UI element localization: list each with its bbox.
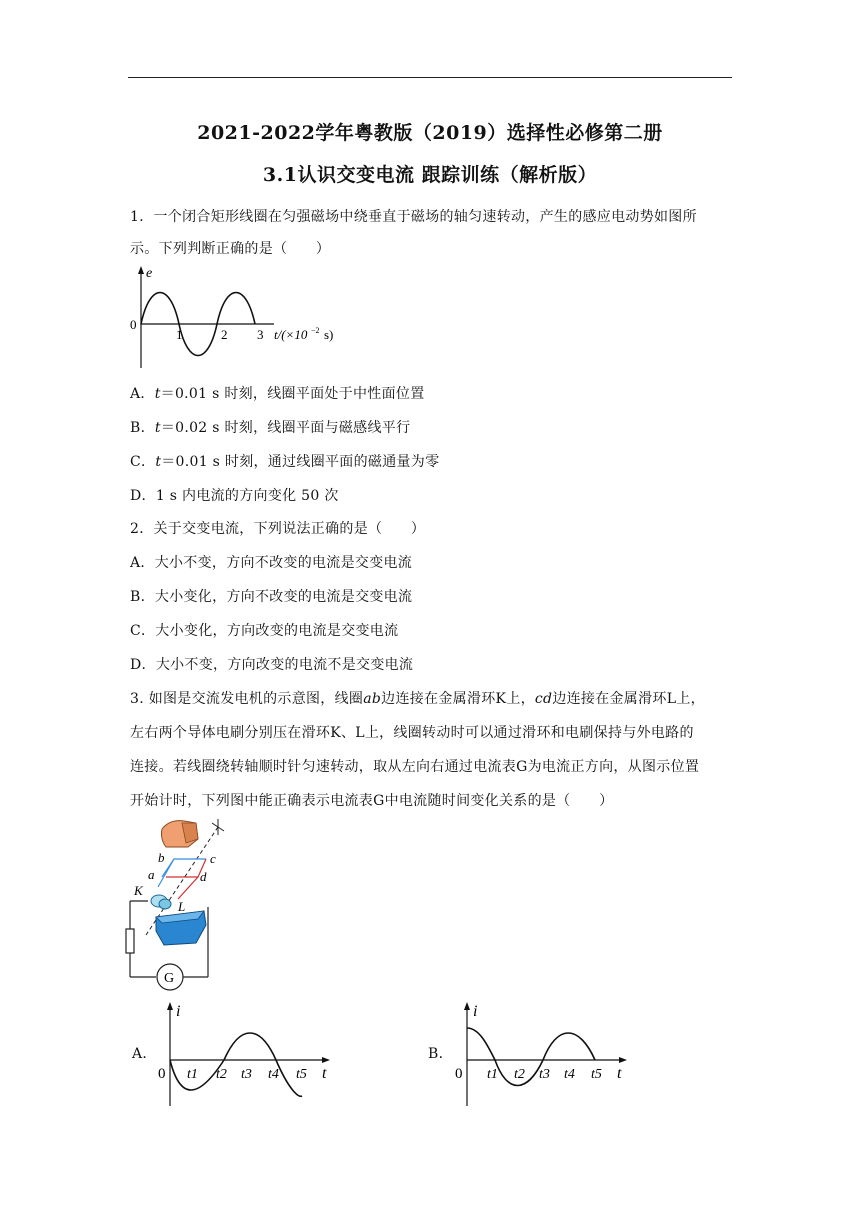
choice-b-y-label: i	[473, 1003, 478, 1020]
choice-a-tick-2: t2	[216, 1067, 227, 1082]
q1-option-b: B．t＝0.02 s 时刻，线圈平面与磁感线平行	[130, 420, 411, 436]
q2-option-d: D．大小不变，方向改变的电流不是交变电流	[130, 657, 414, 673]
q1-graph-tick-2: 2	[221, 327, 228, 342]
document-title: 2021-2022学年粤教版（2019）选择性必修第二册	[197, 122, 663, 144]
choice-b-tick-1: t1	[487, 1067, 498, 1082]
q3-choice-b-graph	[447, 998, 647, 1108]
coil-label-d: d	[200, 869, 207, 884]
coil-label-c: c	[210, 851, 216, 866]
q1-stem-line2: 示。下列判断正确的是（ ）	[130, 241, 331, 257]
ring-label-k: K	[134, 883, 143, 898]
document-subtitle: 3.1认识交变电流 跟踪训练（解析版）	[262, 164, 598, 186]
q3-stem-line3: 连接。若线圈绕转轴顺时针匀速转动，取从左向右通过电流表G为电流正方向，从图示位置	[130, 759, 700, 775]
choice-b-origin: 0	[455, 1066, 463, 1082]
q3-stem-line1: 3. 如图是交流发电机的示意图，线圈ab边连接在金属滑环K上，cd边连接在金属滑环L上，	[130, 691, 705, 707]
q2-stem: 2．关于交变电流，下列说法正确的是（ ）	[130, 521, 426, 537]
q1-graph-x-label-exponent: −2	[311, 326, 320, 335]
q3-choice-b-letter: B．	[428, 1046, 453, 1062]
q1-graph-y-label: e	[146, 266, 153, 281]
galvanometer-label: G	[164, 971, 175, 986]
q3-choice-a-graph	[150, 998, 350, 1108]
choice-a-tick-3: t3	[241, 1067, 252, 1082]
choice-b-tick-2: t2	[514, 1067, 525, 1082]
q1-graph-x-label-end: s)	[324, 327, 334, 342]
coil-label-a: a	[148, 867, 155, 882]
q3-stem-line2: 左右两个导体电刷分别压在滑环K、L上，线圈转动时可以通过滑环和电刷保持与外电路的	[130, 725, 694, 741]
choice-a-tick-1: t1	[187, 1067, 198, 1082]
q1-emf-graph	[124, 264, 344, 374]
q1-graph-tick-3: 3	[257, 327, 264, 342]
choice-b-tick-5: t5	[591, 1067, 602, 1082]
header-rule	[128, 77, 732, 78]
q3-choice-a-letter: A．	[132, 1046, 157, 1062]
q1-option-a: A．t＝0.01 s 时刻，线圈平面处于中性面位置	[130, 386, 425, 402]
q2-option-b: B．大小变化，方向不改变的电流是交变电流	[130, 589, 413, 605]
ring-label-l: L	[178, 899, 186, 914]
q1-option-c: C．t＝0.01 s 时刻，通过线圈平面的磁通量为零	[130, 454, 440, 470]
choice-a-x-label: t	[322, 1065, 327, 1082]
choice-a-tick-4: t4	[268, 1067, 279, 1082]
coil-label-b: b	[158, 850, 165, 865]
q3-stem-line4: 开始计时，下列图中能正确表示电流表G中电流随时间变化关系的是（ ）	[130, 793, 614, 809]
choice-b-tick-4: t4	[564, 1067, 575, 1082]
q2-option-c: C．大小变化，方向改变的电流是交变电流	[130, 623, 399, 639]
q1-graph-origin: 0	[130, 317, 137, 332]
choice-a-tick-5: t5	[296, 1067, 307, 1082]
q1-graph-x-label: t/(×10	[274, 327, 308, 342]
q3-generator-diagram	[126, 815, 236, 985]
choice-b-tick-3: t3	[539, 1067, 550, 1082]
choice-a-origin: 0	[158, 1066, 166, 1082]
choice-b-x-label: t	[617, 1065, 622, 1082]
q2-option-a: A．大小不变，方向不改变的电流是交变电流	[130, 555, 413, 571]
q1-graph-tick-1: 1	[176, 327, 183, 342]
q1-option-d: D．1 s 内电流的方向变化 50 次	[130, 488, 339, 504]
choice-a-y-label: i	[176, 1003, 181, 1020]
q1-stem-line1: 1．一个闭合矩形线圈在匀强磁场中绕垂直于磁场的轴匀速转动，产生的感应电动势如图所	[130, 209, 697, 225]
